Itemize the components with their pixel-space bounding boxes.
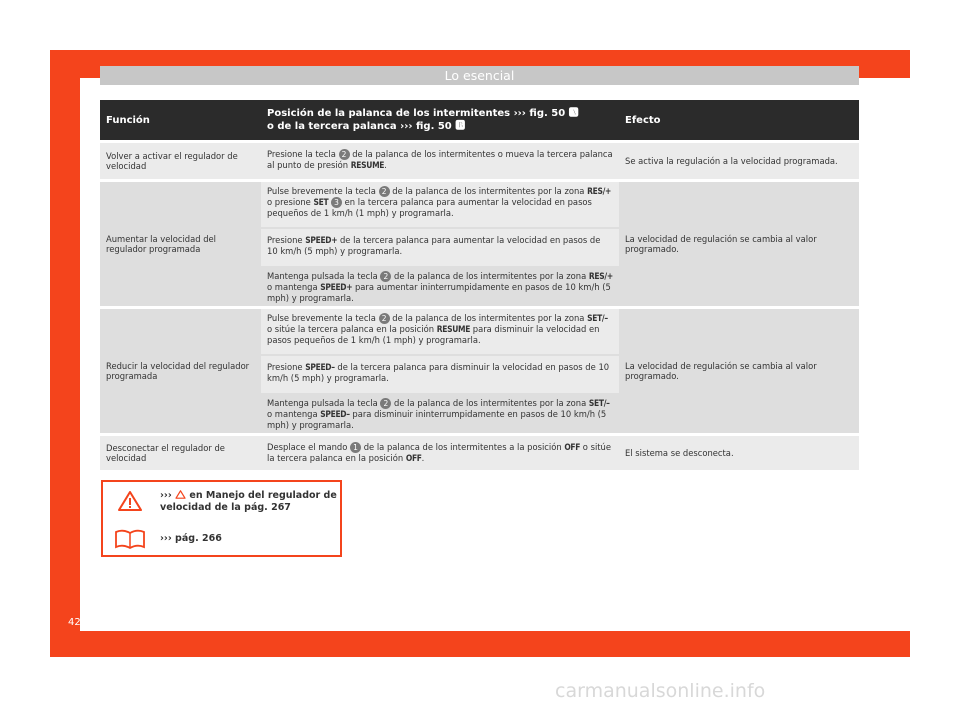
key-label: RESUME (436, 324, 471, 334)
text: Pulse brevemente la tecla (267, 186, 376, 196)
row-position-group (261, 309, 619, 433)
key-label: OFF (405, 453, 422, 463)
text: de la palanca de los intermitentes a la posición (363, 442, 562, 452)
manual-book-icon (113, 528, 147, 550)
watermark: carmanualsonline.info (555, 680, 766, 702)
section-title: Lo esencial (444, 68, 515, 83)
key-number-badge: 2 (339, 149, 350, 160)
text: para aumentar ininterrumpidamente en pasos de 10 km/h (5 mph) y programarla. (267, 282, 611, 303)
text: de la palanca de los intermitentes por la zona (394, 271, 587, 281)
key-number-badge: 2 (380, 398, 391, 409)
key-label: SPEED+ (320, 282, 353, 292)
warning-reference[interactable] (160, 490, 340, 514)
text: o mantenga (267, 282, 318, 292)
row-position (261, 395, 619, 433)
row-effect: Se activa la regulación a la velocidad programada. (625, 155, 838, 166)
header-effect: Efecto (625, 114, 661, 126)
row-position-group (261, 182, 619, 306)
text: Presione (267, 362, 303, 372)
text: en la tercera palanca para aumentar la velocidad en pasos pequeños de 1 km/h (1 mph) y programarla. (267, 197, 592, 218)
key-label: OFF (564, 442, 581, 452)
warning-icon (117, 490, 143, 512)
text: o sitúe la tercera palanca en la posición (267, 324, 435, 334)
key-label: SPEED– (320, 409, 350, 419)
row-position (261, 229, 619, 266)
key-number-badge: 2 (379, 186, 390, 197)
key-number-badge: 2 (379, 313, 390, 324)
key-label: RES/+ (588, 271, 613, 281)
text: Desplace el mando (267, 442, 348, 452)
text: Presione la tecla (267, 149, 336, 159)
text: de la tercera palanca para disminuir la velocidad en pasos de 10 km/h (5 mph) y programarla. (267, 362, 610, 383)
text: . (384, 160, 387, 170)
header-position-line1: Posición de la palanca de los intermitentes ››› fig. 50 🅰 (267, 108, 579, 119)
key-label: SET/– (588, 398, 610, 408)
row-effect: El sistema se desconecta. (625, 447, 734, 458)
text: o presione (267, 197, 311, 207)
text: Presione (267, 235, 303, 245)
row-position (261, 436, 619, 470)
key-number-badge: 1 (350, 442, 361, 453)
text: de la palanca de los intermitentes por la zona (394, 398, 587, 408)
text: de la palanca de los intermitentes o mueva la tercera palanca al punto de presión (267, 149, 613, 170)
row-function: Aumentar la velocidad del regulador programada (106, 233, 217, 254)
text: Mantenga pulsada la tecla (267, 398, 378, 408)
key-number-badge: 3 (331, 197, 342, 208)
table-row (100, 436, 859, 470)
table-row (100, 182, 859, 306)
text: ››› (160, 490, 172, 501)
warning-icon (175, 490, 186, 499)
text: para disminuir ininterrumpidamente en pasos de 10 km/h (5 mph) y programarla. (267, 409, 607, 430)
row-effect: La velocidad de regulación se cambia al valor programado. (625, 233, 817, 254)
note-box (101, 480, 342, 557)
row-function: Volver a activar el regulador de velocidad (106, 150, 238, 171)
text: para disminuir la velocidad en pasos pequeños de 1 km/h (1 mph) y programarla. (267, 324, 600, 345)
row-effect: La velocidad de regulación se cambia al valor programado. (625, 360, 817, 381)
header-position-line2: o de la tercera palanca ››› fig. 50 🅱 (267, 121, 466, 132)
row-function: Desconectar el regulador de velocidad (106, 442, 225, 463)
text: Pulse brevemente la tecla (267, 313, 376, 323)
text: Mantenga pulsada la tecla (267, 271, 378, 281)
function-table (100, 100, 859, 470)
text: de la tercera palanca para aumentar la velocidad en pasos de 10 km/h (5 mph) y programarla. (267, 235, 601, 256)
page-reference[interactable]: ››› pág. 266 (160, 533, 222, 544)
key-label: SET (313, 197, 329, 207)
text: o sitúe la tercera palanca en la posición (267, 442, 612, 463)
row-position (261, 356, 619, 393)
table-row (100, 309, 859, 433)
key-label: SET/– (587, 313, 608, 323)
row-position (261, 268, 619, 306)
row-function: Reducir la velocidad del regulador programada (106, 360, 250, 381)
key-label: RESUME (350, 160, 385, 170)
key-label: SPEED+ (305, 235, 338, 245)
row-position (261, 309, 619, 354)
header-function: Función (106, 114, 150, 126)
section-header (100, 66, 859, 85)
row-position (261, 182, 619, 227)
key-label: RES/+ (587, 186, 612, 196)
row-position (261, 143, 619, 179)
text: o mantenga (267, 409, 318, 419)
table-header-row (100, 100, 859, 140)
key-number-badge: 2 (380, 271, 391, 282)
text: . (421, 453, 425, 463)
header-position (261, 100, 619, 140)
text: de la palanca de los intermitentes por la zona (392, 313, 585, 323)
table-row (100, 143, 859, 179)
key-label: SPEED– (305, 362, 335, 372)
text: de la palanca de los intermitentes por la zona (392, 186, 585, 196)
text: en Manejo del regulador de velocidad de la pág. 267 (160, 490, 337, 513)
page-number: 42 (68, 617, 81, 628)
